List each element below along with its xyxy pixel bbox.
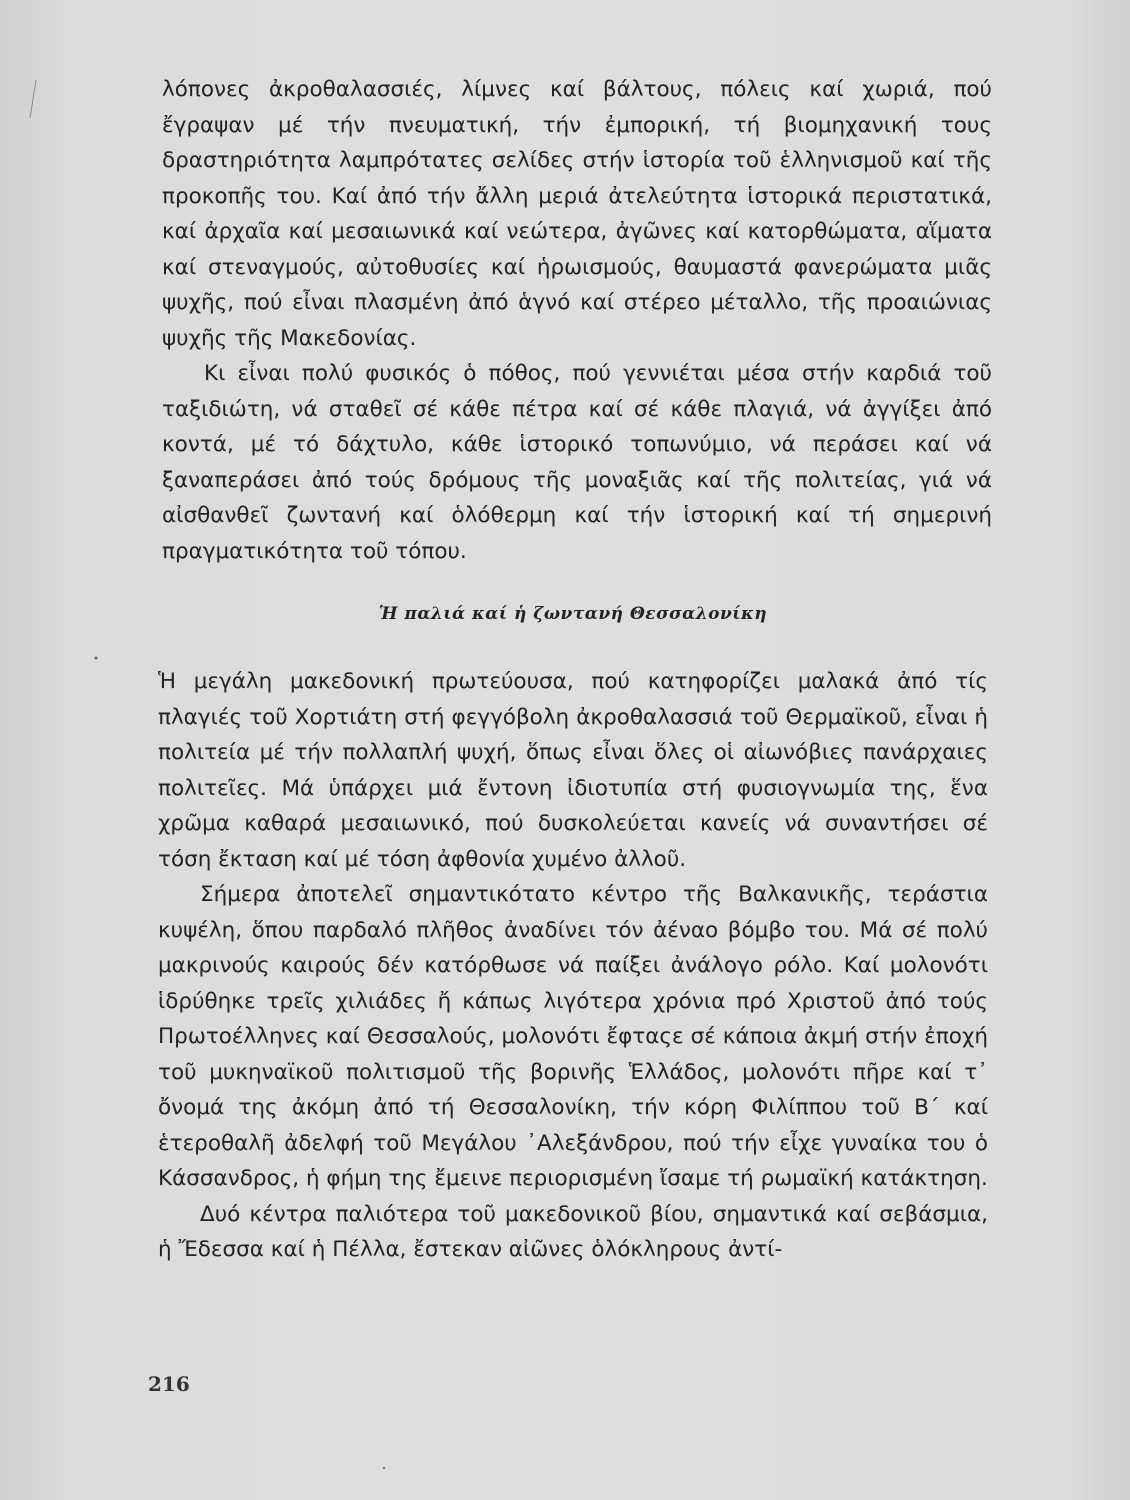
paragraph-5: Δυό κέντρα παλιότερα τοῦ μακεδονικοῦ βίου, σημαντικά καί σεβάσμια, ἡ Ἔδεσσα καί ἡ Πέλλα, ἔστεκαν αἰῶνες ὁλόκληρους ἀντί- — [158, 1201, 988, 1262]
page-number: 216 — [148, 1372, 190, 1396]
body-text-bottom — [158, 664, 988, 1268]
paragraph-1: λόπονες ἀκροθαλασσιές, λίμνες καί βάλτους, πόλεις καί χωριά, πού ἔγραψαν μέ τήν πνευματική, τήν ἐμπορική, τή βιομηχανική τους δραστηριότητα λαμπρότατες σελίδες στήν ἱστορία τοῦ ἑλληνισμοῦ καί τῆς προκοπῆς του. Καί ἀπό τήν ἄλλη μεριά ἀτελεύτητα ἱστορικά περιστατικά, καί ἀρχαῖα καί μεσαιωνικά καί νεώτερα, ἀγῶνες καί κατορθώματα, αἵματα καί στεναγμούς, αὐτοθυσίες καί ἡρωισμούς, θαυμαστά φανερώματα μιᾶς ψυχῆς, πού εἶναι πλασμένη ἀπό ἁγνό καί στέρεο μέταλλο, τῆς προαιώνιας ψυχῆς τῆς Μακεδονίας. — [162, 77, 992, 351]
section-heading: Ἡ παλιά καί ἡ ζωντανή Θεσσαλονίκη — [378, 604, 768, 624]
body-text-top — [162, 72, 992, 569]
margin-scratch — [30, 80, 36, 118]
paragraph-3: Ἡ μεγάλη μακεδονική πρωτεύουσα, πού κατηφορίζει μαλακά ἀπό τίς πλαγιές τοῦ Χορτιάτη στή φεγγόβολη ἀκροθαλασσιά τοῦ Θερμαϊκοῦ, εἶναι ἡ πολιτεία μέ τήν πολλαπλή ψυχή, ὅπως εἶναι ὅλες οἱ αἰωνόβιες πανάρχαιες πολιτεῖες. Μά ὑπάρχει μιά ἔντονη ἰδιοτυπία στή φυσιογνωμία της, ἕνα χρῶμα καθαρά μεσαιωνικό, πού δυσκολεύεται κανείς νά συναντήσει σέ τόση ἔκταση καί μέ τόση ἀφθονία χυμένο ἀλλοῦ. — [158, 669, 988, 872]
paragraph-2: Κι εἶναι πολύ φυσικός ὁ πόθος, πού γεννιέται μέσα στήν καρδιά τοῦ ταξιδιώτη, νά σταθεῖ σέ κάθε πέτρα καί σέ κάθε πλαγιά, νά ἀγγίξει ἀπό κοντά, μέ τό δάχτυλο, κάθε ἱστορικό τοπωνύμιο, νά περάσει καί νά ξαναπεράσει ἀπό τούς δρόμους τῆς μοναξιᾶς καί τῆς πολιτείας, γιά νά αἰσθανθεῖ ζωντανή καί ὁλόθερμη καί τήν ἱστορική καί τή σημερινή πραγματικότητα τοῦ τόπου. — [162, 361, 992, 564]
paper-speck — [383, 1467, 385, 1469]
paragraph-4: Σήμερα ἀποτελεῖ σημαντικότατο κέντρο τῆς Βαλκανικῆς, τεράστια κυψέλη, ὅπου παρδαλό πλῆθος ἀναδίνει τόν ἀέναο βόμβο του. Μά σέ πολύ μακρινούς καιρούς δέν κατόρθωσε νά παίξει ἀνάλογο ρόλο. Καί μολονότι ἱδρύθηκε τρεῖς χιλιάδες ἤ κάπως λιγότερα χρόνια πρό Χριστοῦ ἀπό τούς Πρωτοέλληνες καί Θεσσαλούς, μολονότι ἔφταςε σέ κάποια ἀκμή στήν ἐποχή τοῦ μυκηναϊκοῦ πολιτισμοῦ τῆς βορινῆς Ἑλλάδος, μολονότι πῆρε καί τ᾿ ὄνομά της ἀκόμη ἀπό τή Θεσσαλονίκη, τήν κόρη Φιλίππου τοῦ Β΄ καί ἑτεροθαλῆ ἀδελφή τοῦ Μεγάλου ᾿Αλεξάνδρου, πού τήν εἶχε γυναίκα του ὁ Κάσσανδρος, ἡ φήμη της ἔμεινε περιορισμένη ἴσαμε τή ρωμαϊκή κατάκτηση. — [158, 882, 988, 1191]
paper-speck — [95, 657, 98, 660]
